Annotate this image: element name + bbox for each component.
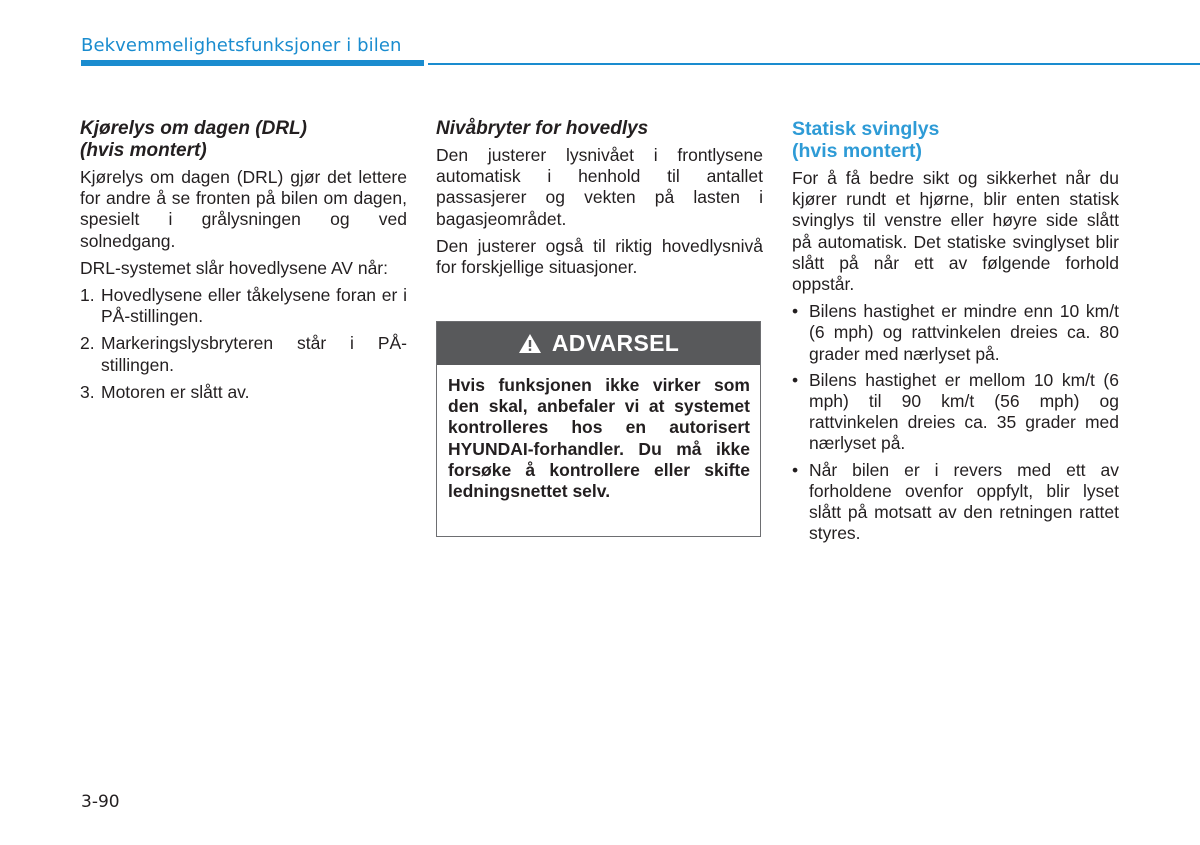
drl-off-conditions-intro: DRL-systemet slår hovedlysene AV når: <box>80 257 389 278</box>
list-item <box>792 370 1119 455</box>
warning-box <box>436 321 761 537</box>
list-item-number: 2. <box>80 333 95 354</box>
leveling-paragraph-2: Den justerer også til riktig hovedlysnivå for forskjellige situasjoner. <box>436 235 763 278</box>
list-item <box>80 333 407 375</box>
bending-light-heading-line1: Statisk svinglys <box>792 118 940 140</box>
warning-header <box>437 322 760 365</box>
drl-paragraph: Kjørelys om dagen (DRL) gjør det lettere for andre å se fronten på bilen om dagen, spesielt i grålysningen og ved solnedgang. <box>80 167 407 251</box>
list-item-text: Motoren er slått av. <box>101 381 250 402</box>
warning-body: Hvis funksjonen ikke virker som den skal, anbefaler vi at systemet kontrolleres hos en autorisert HYUNDAI-forhandler. Du må ikke forsøke å kontrollere eller skifte ledningsnettet selv. <box>448 375 750 502</box>
list-item <box>792 301 1119 365</box>
bending-light-paragraph: For å få bedre sikt og sikkerhet når du kjører rundt et hjørne, blir enten statisk svinglys til venstre eller høyre side slått på automatisk. Det statiske svinglyset blir slått på når ett av følgende forhold oppstår. <box>792 168 1119 295</box>
column-static-bending-light <box>792 118 1119 549</box>
bullet-icon: • <box>792 459 799 480</box>
list-item-text: Bilens hastighet er mindre enn 10 km/t (6 mph) og rattvinkelen dreies ca. 80 grader med nærlyset på. <box>809 301 1119 364</box>
page-number: 3-90 <box>81 792 120 812</box>
column-drl <box>80 118 407 409</box>
drl-heading-line1: Kjørelys om dagen (DRL) <box>80 118 307 139</box>
leveling-paragraph-1: Den justerer lysnivået i frontlysene automatisk i henhold til antallet passasjerer og vekten på lasten i bagasjeområdet. <box>436 145 763 229</box>
warning-title: ADVARSEL <box>551 330 680 356</box>
column-headlight-leveling <box>436 118 763 284</box>
list-item-text: Når bilen er i revers med ett av forholdene ovenfor oppfylt, blir lyset slått på motsatt av den retningen rattet styres. <box>809 459 1119 544</box>
list-item-text: Markeringslysbryteren står i PÅ-stillingen. <box>101 333 407 375</box>
section-header-title: Bekvemmelighetsfunksjoner i bilen <box>81 35 402 56</box>
drl-heading <box>80 118 407 162</box>
list-item-text: Hovedlysene eller tåkelysene foran er i PÅ-stillingen. <box>101 285 407 327</box>
bending-light-heading <box>792 118 1119 162</box>
leveling-heading: Nivåbryter for hovedlys <box>436 118 649 139</box>
bullet-icon: • <box>792 369 799 390</box>
list-item <box>80 285 407 327</box>
header-rule-thin <box>428 63 1200 65</box>
bending-light-heading-line2: (hvis montert) <box>792 140 923 162</box>
bullet-icon: • <box>792 301 799 322</box>
list-item-number: 1. <box>80 285 95 306</box>
list-item <box>80 382 407 403</box>
list-item-text: Bilens hastighet er mellom 10 km/t (6 mph) til 90 km/t (56 mph) og rattvinkelen dreies ca. 35 grader med nærlyset på. <box>809 369 1119 454</box>
header-rule-thick <box>81 60 424 66</box>
list-item <box>792 460 1119 545</box>
warning-triangle-icon <box>518 333 542 354</box>
drl-heading-line2: (hvis montert) <box>80 140 207 161</box>
list-item-number: 3. <box>80 381 95 402</box>
